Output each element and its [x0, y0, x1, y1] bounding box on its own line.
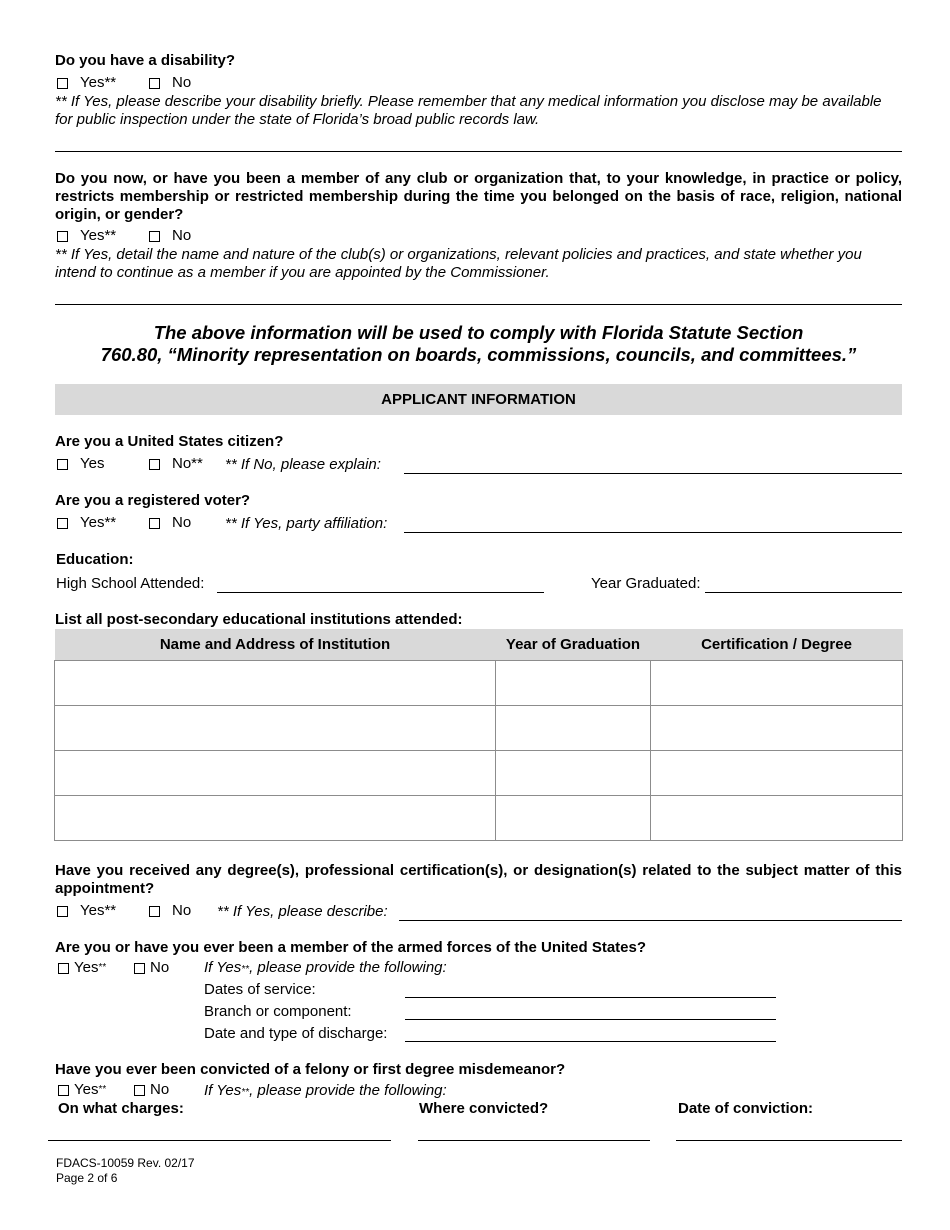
- club-no-checkbox[interactable]: No: [149, 227, 191, 245]
- disability-options: [57, 74, 192, 93]
- party-affiliation-label: ** If Yes, party affiliation:: [225, 515, 388, 532]
- military-no-checkbox[interactable]: No: [134, 959, 169, 977]
- high-school-label: High School Attended:: [56, 575, 205, 592]
- voter-question: Are you a registered voter?: [55, 492, 251, 509]
- form-id: FDACS-10059 Rev. 02/17: [56, 1156, 195, 1170]
- degree-cell[interactable]: [651, 706, 903, 751]
- military-question: Are you or have you ever been a member of the armed forces of the United States?: [55, 939, 646, 956]
- section-title-applicant-information: APPLICANT INFORMATION: [55, 384, 902, 415]
- degree-describe-field[interactable]: [399, 920, 902, 921]
- statute-line-1: The above information will be used to comply with Florida Statute Section: [153, 322, 804, 343]
- table-row: [55, 661, 903, 706]
- checkbox-icon: [57, 459, 68, 470]
- disability-note: ** If Yes, please describe your disability briefly. Please remember that any medical information you disclose may be available for public inspection under the state of Florida’s broad public records law.: [55, 93, 882, 128]
- military-provide-label: If Yes**, please provide the following:: [204, 959, 447, 976]
- column-header: Name and Address of Institution: [55, 629, 496, 661]
- graduation-year-cell[interactable]: [496, 661, 651, 706]
- club-yes-checkbox[interactable]: Yes**: [57, 227, 116, 245]
- club-note: ** If Yes, detail the name and nature of the club(s) or organizations, relevant policies and practices, and state whether you intend to continue as a member if you are appointed by the Commissioner.: [55, 246, 862, 281]
- table-row: [55, 751, 903, 796]
- discharge-label: Date and type of discharge:: [204, 1025, 388, 1042]
- education-table: [54, 629, 903, 841]
- checkbox-icon: [57, 906, 68, 917]
- institution-cell[interactable]: [55, 661, 496, 706]
- disability-yes-checkbox[interactable]: Yes**: [57, 74, 116, 92]
- disability-question: Do you have a disability?: [55, 52, 236, 69]
- disability-no-checkbox[interactable]: No: [149, 74, 191, 92]
- education-heading: Education:: [56, 551, 134, 568]
- divider: [55, 304, 902, 305]
- table-row: [55, 796, 903, 841]
- where-convicted-label: Where convicted?: [419, 1100, 549, 1117]
- checkbox-icon: [149, 906, 160, 917]
- year-graduated-label: Year Graduated:: [591, 575, 701, 592]
- post-secondary-heading: List all post-secondary educational institutions attended:: [55, 611, 463, 628]
- column-header: Year of Graduation: [496, 629, 651, 661]
- degree-question: Have you received any degree(s), professional certification(s), or designation(s) related to the subject matter of this appointment?: [55, 862, 902, 897]
- felony-provide-label: If Yes**, please provide the following:: [204, 1082, 447, 1099]
- degree-cell[interactable]: [651, 796, 903, 841]
- checkbox-icon: [134, 1085, 145, 1096]
- voter-yes-checkbox[interactable]: Yes**: [57, 514, 116, 532]
- citizen-yes-checkbox[interactable]: Yes: [57, 455, 104, 473]
- citizen-explain-field[interactable]: [404, 473, 902, 474]
- checkbox-icon: [57, 78, 68, 89]
- divider: [55, 151, 902, 152]
- column-header: Certification / Degree: [651, 629, 903, 661]
- voter-no-checkbox[interactable]: No: [149, 514, 191, 532]
- degree-no-checkbox[interactable]: No: [149, 902, 191, 920]
- institution-cell[interactable]: [55, 751, 496, 796]
- checkbox-icon: [149, 459, 160, 470]
- charges-label: On what charges:: [58, 1100, 184, 1117]
- graduation-year-cell[interactable]: [496, 706, 651, 751]
- degree-cell[interactable]: [651, 661, 903, 706]
- checkbox-icon: [149, 518, 160, 529]
- institution-cell[interactable]: [55, 706, 496, 751]
- felony-no-checkbox[interactable]: No: [134, 1081, 169, 1099]
- branch-field[interactable]: [405, 1019, 776, 1020]
- degree-cell[interactable]: [651, 751, 903, 796]
- conviction-date-label: Date of conviction:: [678, 1100, 814, 1117]
- degree-yes-checkbox[interactable]: Yes**: [57, 902, 116, 920]
- military-yes-checkbox[interactable]: Yes **: [58, 959, 106, 977]
- education-table-header: [55, 629, 903, 661]
- year-graduated-field[interactable]: [705, 592, 902, 593]
- dates-of-service-field[interactable]: [405, 997, 776, 998]
- felony-yes-checkbox[interactable]: Yes **: [58, 1081, 106, 1099]
- table-row: [55, 706, 903, 751]
- degree-describe-label: ** If Yes, please describe:: [217, 903, 388, 920]
- club-question: Do you now, or have you been a member of any club or organization that, to your knowledge, in practice or policy, restricts membership or restricted membership during the time you belonged on the basis of race, religion, national origin, or gender?: [55, 170, 902, 223]
- conviction-date-field[interactable]: [676, 1140, 902, 1141]
- graduation-year-cell[interactable]: [496, 751, 651, 796]
- checkbox-icon: [57, 231, 68, 242]
- institution-cell[interactable]: [55, 796, 496, 841]
- checkbox-icon: [134, 963, 145, 974]
- checkbox-icon: [58, 963, 69, 974]
- club-options: [57, 227, 192, 246]
- checkbox-icon: [58, 1085, 69, 1096]
- checkbox-icon: [149, 78, 160, 89]
- checkbox-icon: [149, 231, 160, 242]
- where-convicted-field[interactable]: [418, 1140, 650, 1141]
- citizen-explain-label: ** If No, please explain:: [225, 456, 381, 473]
- statute-line-2: 760.80, “Minority representation on boards, commissions, councils, and committees.”: [100, 344, 857, 365]
- discharge-field[interactable]: [405, 1041, 776, 1042]
- graduation-year-cell[interactable]: [496, 796, 651, 841]
- high-school-field[interactable]: [217, 592, 544, 593]
- dates-of-service-label: Dates of service:: [204, 981, 316, 998]
- branch-label: Branch or component:: [204, 1003, 352, 1020]
- felony-question: Have you ever been convicted of a felony or first degree misdemeanor?: [55, 1061, 566, 1078]
- charges-field[interactable]: [48, 1140, 391, 1141]
- citizen-no-checkbox[interactable]: No**: [149, 455, 203, 473]
- citizen-question: Are you a United States citizen?: [55, 433, 284, 450]
- page-number: Page 2 of 6: [56, 1171, 118, 1185]
- checkbox-icon: [57, 518, 68, 529]
- party-affiliation-field[interactable]: [404, 532, 902, 533]
